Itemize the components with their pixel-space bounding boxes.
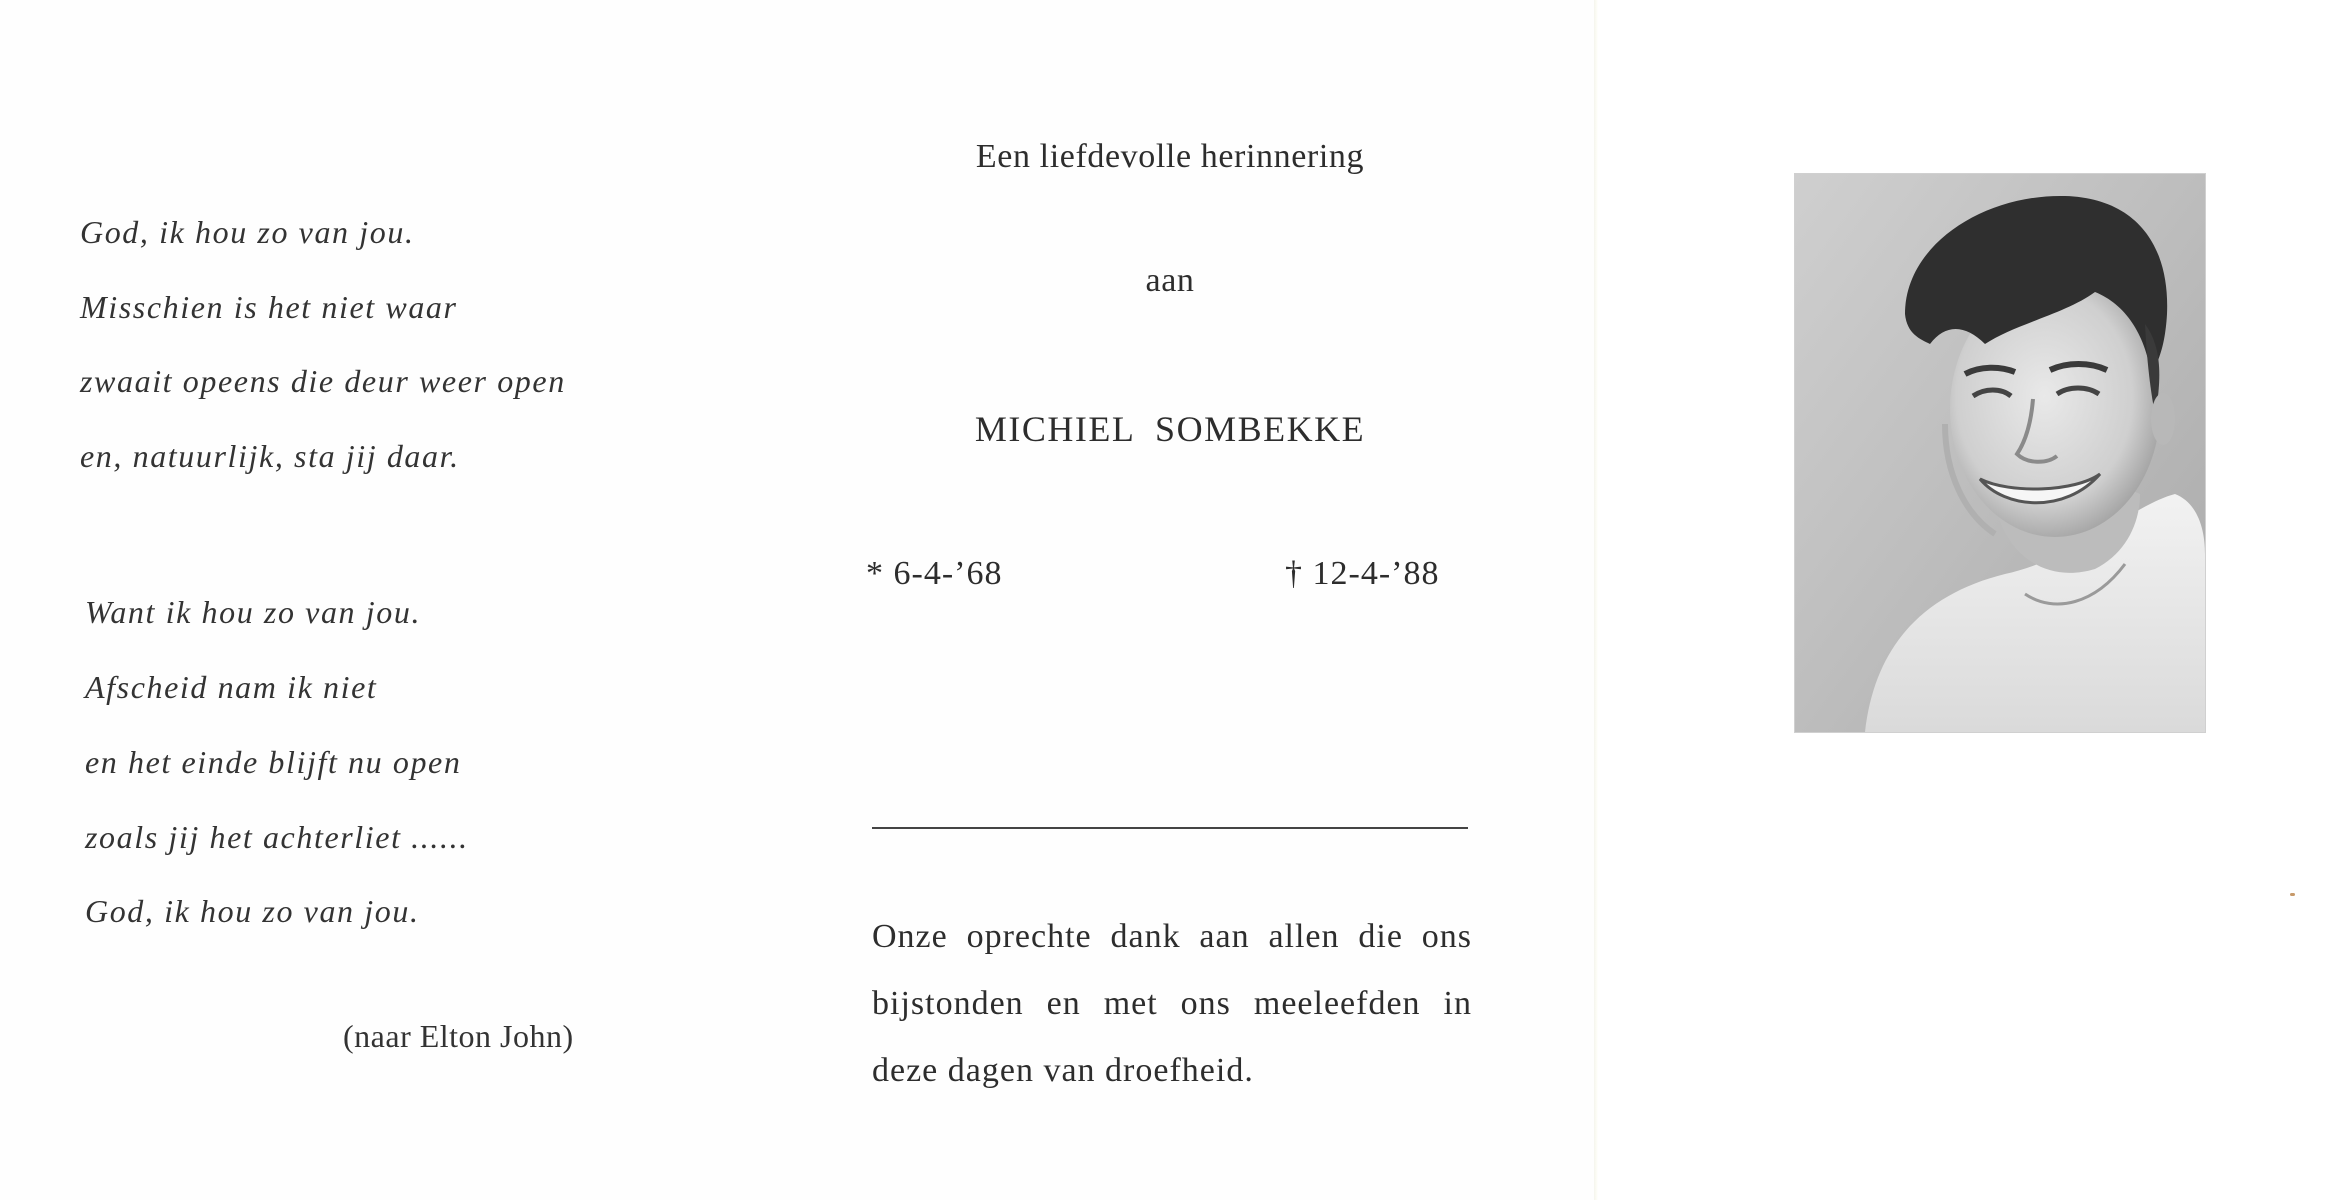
memorial-heading: Een liefdevolle herinnering (975, 138, 1365, 175)
thanks-line: Onze oprechte dank aan allen die ons (872, 918, 1472, 955)
poem-line: Afscheid nam ik niet (85, 669, 378, 705)
poem-line: en, natuurlijk, sta jij daar. (80, 438, 460, 474)
poem-line: zoals jij het achterliet ...... (85, 819, 469, 855)
poem-line: Misschien is het niet waar (80, 289, 458, 325)
death-date: † 12-4-’88 (1285, 555, 1440, 592)
poem-attribution: (naar Elton John) (343, 1018, 574, 1054)
thanks-line: bijstonden en met ons meeleefden in (872, 985, 1472, 1022)
portrait-photo (1795, 174, 2205, 732)
paper-speck (2290, 893, 2295, 896)
poem-line: God, ik hou zo van jou. (80, 214, 415, 250)
thanks-message (872, 903, 1472, 1104)
thanks-line: deze dagen van droefheid. (872, 1052, 1254, 1089)
deceased-name: MICHIEL SOMBEKKE (974, 409, 1366, 449)
divider-line (872, 827, 1468, 829)
birth-date: * 6-4-’68 (866, 555, 1003, 592)
poem-line: zwaait opeens die deur weer open (80, 363, 566, 399)
poem-line: God, ik hou zo van jou. (85, 893, 420, 929)
poem-line: Want ik hou zo van jou. (85, 594, 422, 630)
memorial-aan: aan (1145, 262, 1195, 299)
portrait-image (1795, 174, 2205, 732)
poem-line: en het einde blijft nu open (85, 744, 462, 780)
